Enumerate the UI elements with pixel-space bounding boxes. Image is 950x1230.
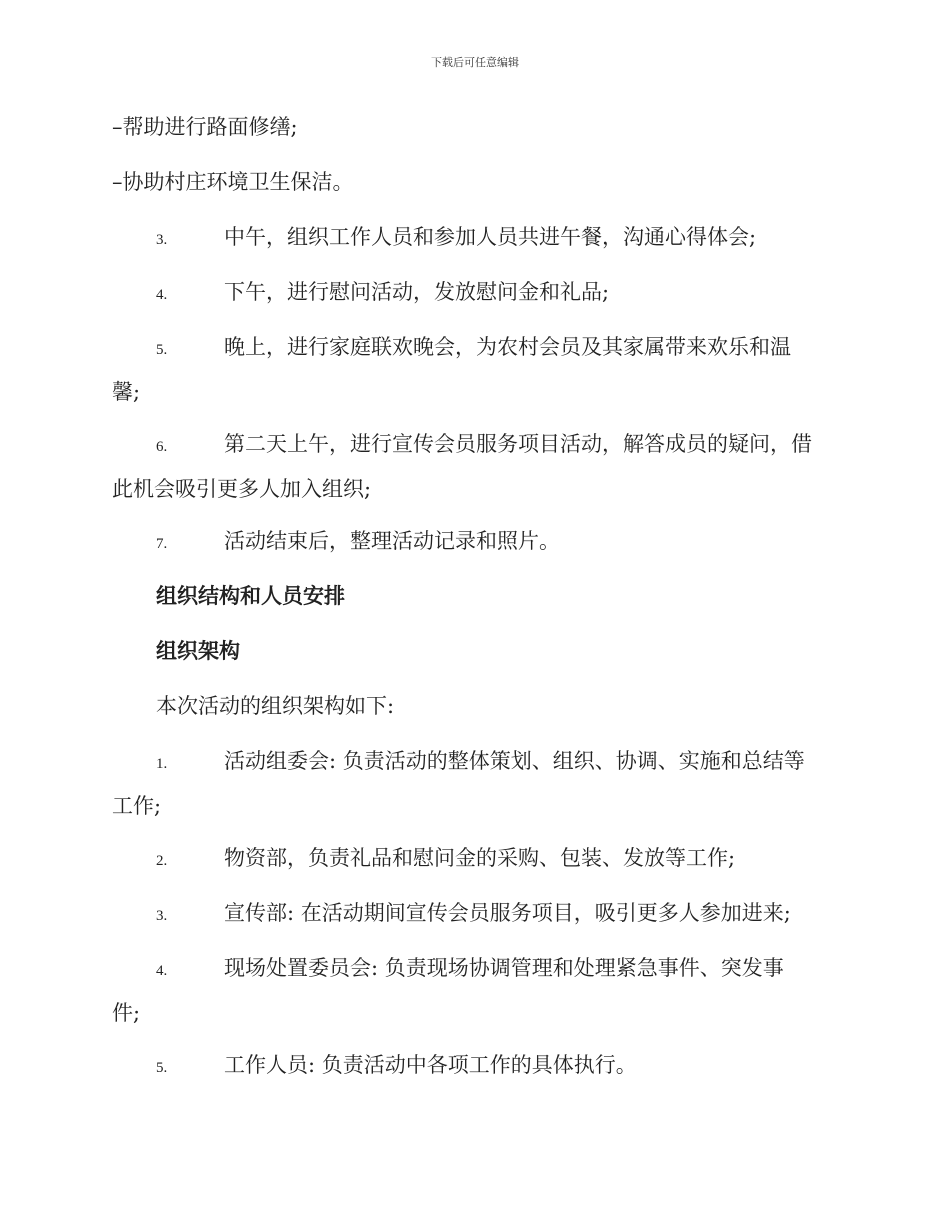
list-number: 5. [156, 342, 168, 358]
list-number: 3. [156, 908, 168, 924]
list-text: 物资部，负责礼品和慰问金的采购、包装、发放等工作; [224, 846, 736, 870]
list-text: 宣传部: 在活动期间宣传会员服务项目，吸引更多人参加进来; [224, 901, 791, 925]
list-text-continued: 件; [112, 1001, 141, 1025]
list-item [112, 947, 842, 1034]
list-item [112, 1044, 842, 1089]
list-text-continued: 工作; [112, 794, 162, 818]
paragraph-road-repair: –帮助进行路面修缮; [112, 115, 298, 139]
list-item [112, 740, 842, 827]
list-text: 工作人员: 负责活动中各项工作的具体执行。 [224, 1053, 637, 1077]
list-text: 现场处置委员会: 负责现场协调管理和处理紧急事件、突发事 [224, 956, 784, 980]
list-number: 4. [156, 963, 168, 979]
section-heading: 组织结构和人员安排 [156, 583, 345, 608]
list-text-continued: 此机会吸引更多人加入组织; [112, 477, 372, 501]
list-number: 3. [156, 232, 168, 248]
list-number: 5. [156, 1060, 168, 1076]
list-item [112, 520, 842, 565]
page-header: 下载后可任意编辑 [431, 56, 519, 69]
intro-paragraph: 本次活动的组织架构如下: [156, 694, 395, 718]
list-item [112, 837, 842, 882]
list-item [112, 271, 842, 316]
list-number: 2. [156, 853, 168, 869]
list-number: 7. [156, 536, 168, 552]
list-item [112, 216, 842, 261]
list-text: 活动结束后，整理活动记录和照片。 [224, 529, 560, 553]
list-text: 活动组委会: 负责活动的整体策划、组织、协调、实施和总结等 [224, 749, 805, 773]
list-text: 晚上，进行家庭联欢晚会，为农村会员及其家属带来欢乐和温 [224, 335, 791, 359]
list-number: 1. [156, 756, 168, 772]
subsection-heading: 组织架构 [156, 638, 240, 663]
list-item [112, 423, 842, 510]
list-text-continued: 馨; [112, 380, 141, 404]
list-item [112, 892, 842, 937]
list-number: 4. [156, 287, 168, 303]
list-number: 6. [156, 439, 168, 455]
paragraph-sanitation: –协助村庄环境卫生保洁。 [112, 170, 354, 194]
list-item [112, 326, 842, 413]
list-text: 第二天上午，进行宣传会员服务项目活动，解答成员的疑问，借 [224, 432, 812, 456]
list-text: 下午，进行慰问活动，发放慰问金和礼品; [224, 280, 610, 304]
list-text: 中午，组织工作人员和参加人员共进午餐，沟通心得体会; [224, 225, 757, 249]
